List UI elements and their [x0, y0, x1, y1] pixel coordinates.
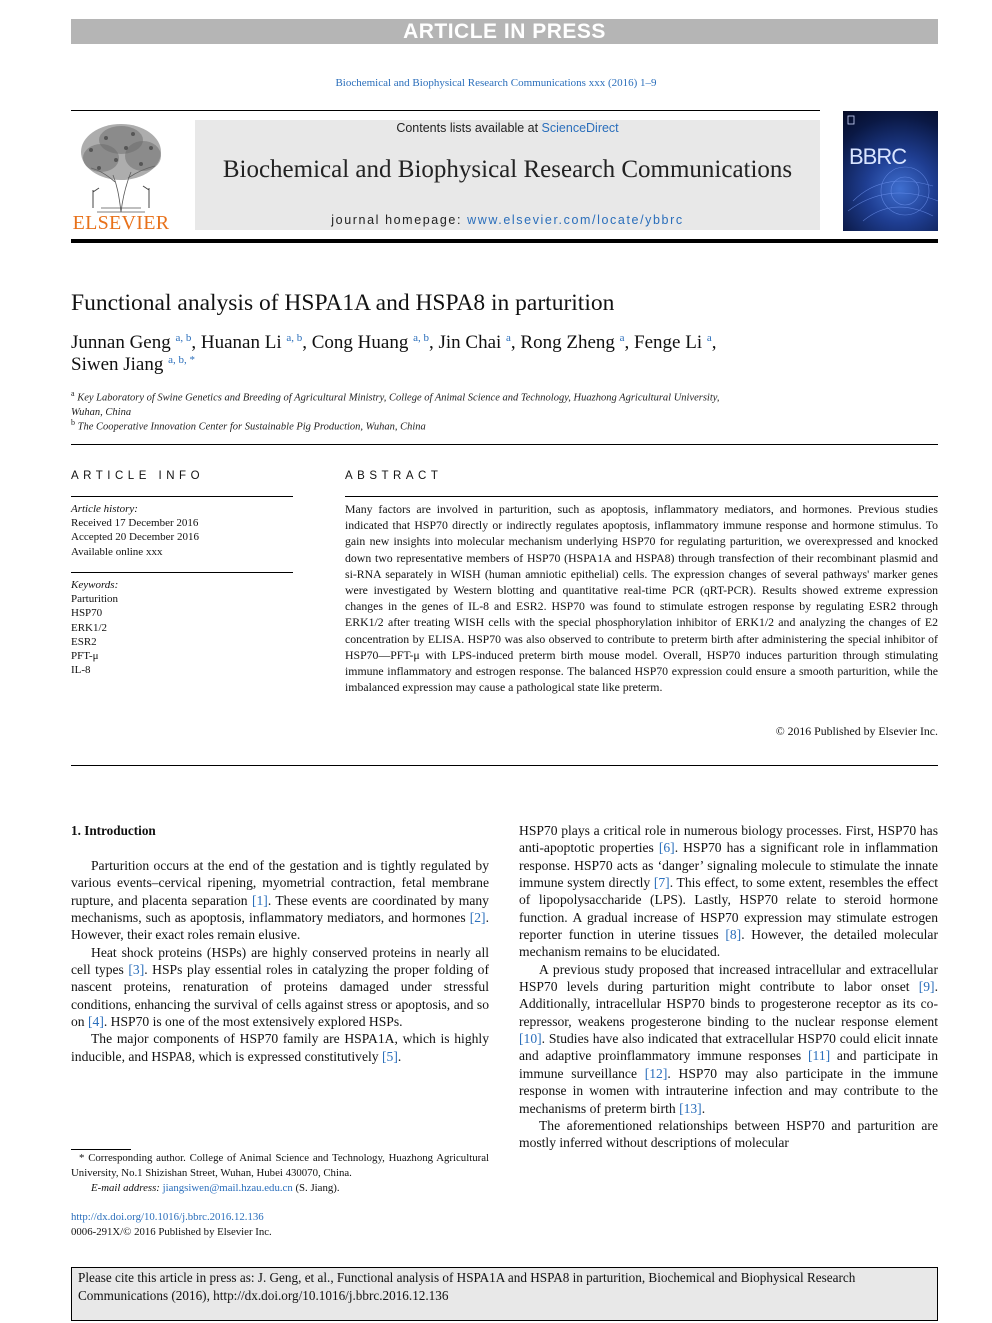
reference-link[interactable]: [6]	[658, 840, 675, 856]
author-separator: ,	[624, 332, 635, 353]
paragraph	[71, 1030, 489, 1065]
text-run: . However, their exact roles remain elusive.	[71, 910, 489, 943]
elsevier-wordmark: ELSEVIER	[72, 212, 170, 234]
email-suffix: (S. Jiang).	[292, 1182, 340, 1194]
text-run: . Additionally, intracellular HSP70 binds to progesterone receptor as its co-repressor, weakens progesterone binding to the nuclear response element	[519, 979, 938, 1029]
body-column-left	[71, 857, 489, 1065]
cover-title: BBRC	[849, 144, 907, 169]
text-run: and participate in immune surveillance	[519, 1048, 938, 1081]
paragraph	[519, 1117, 938, 1152]
text-run: Parturition occurs at the end of the gestation and is tightly regulated by various events–cervical ripening, myometrial contraction, fetal membrane rupture, and placenta separation	[71, 858, 489, 908]
reference-link[interactable]: [10]	[519, 1031, 542, 1047]
history-online: Available online xxx	[71, 545, 163, 558]
history-accepted: Accepted 20 December 2016	[71, 531, 199, 544]
abstract-bottom-rule	[71, 765, 938, 766]
history-label: Article history:	[71, 503, 138, 515]
reference-link[interactable]: [1]	[251, 892, 268, 908]
text-run: .	[701, 1100, 706, 1116]
abstract-rule	[345, 496, 938, 497]
article-info-rule	[71, 496, 293, 497]
affiliation-a-text: Key Laboratory of Swine Genetics and Breeding of Agricultural Ministry, College of Animal Science and Technology, Huazhong Agricultural University,	[77, 392, 720, 404]
author-affiliation-marker[interactable]: a, b, *	[168, 354, 195, 366]
author-affiliation-marker[interactable]: a	[619, 332, 625, 344]
reference-link[interactable]: [5]	[382, 1048, 398, 1064]
journal-homepage-line	[195, 213, 820, 227]
email-link[interactable]: jiangsiwen@mail.hzau.edu.cn	[162, 1182, 293, 1194]
article-info-heading: ARTICLE INFO	[71, 470, 205, 482]
abstract-copyright: © 2016 Published by Elsevier Inc.	[775, 724, 938, 738]
text-run: The aforementioned relationships between HSP70 and parturition are mostly inferred without descriptions of molecular	[519, 1117, 938, 1151]
article-title: Functional analysis of HSPA1A and HSPA8 in parturition	[71, 290, 615, 316]
reference-link[interactable]: [3]	[128, 962, 145, 978]
reference-link[interactable]: [13]	[679, 1100, 702, 1116]
text-run: . HSP70 has a significant role in inflammation response. HSP70 acts as ‘danger’ signaling molecule to stimulate the innate immune system directly	[519, 840, 938, 891]
issn-line: 0006-291X/© 2016 Published by Elsevier Inc.	[71, 1226, 272, 1238]
contents-prefix: Contents lists available at	[396, 121, 542, 135]
abstract-text: Many factors are involved in parturition, such as apoptosis, inflammatory mediators, and hormones. Previous studies indicated that HSP70 directly or indirectly regulates apoptosis, inflammatory immune response and hormone stimulus. To gain new insights into molecular mechanism underlying HSP70 for regulating parturition, we overexpressed and knocked down two representative members of HSP70 (HSPA1A and HSPA8) through transfection of their recombinant plasmid and si-RNA separately in WISH (human amniotic epithelial) cells. The expression changes of several pathways' marker genes were investigated by Western blotting and quantitative real-time PCR (qRT-PCR). Results showed extreme expression changes in the genes of IL-8 and ESR2. HSP70 was found to stimulate estrogen response by regulating ESR2 through ERK1/2 after treating WISH cells with the special phosphorylation inhibitor of ERK1/2 and analyzing the changes of E2 concentration by ELISA. HSP70 was also observed to contribute to preterm birth after administering the special inhibitor of HSP70—PFT-μ with LPS-induced preterm birth mouse model. Overall, HSP70 induces parturition through stimulating immune inflammatory and estrogen response. The balanced HSP70 expression could ensure a smooth parturition, while the imbalanced expression may cause a pathological state like preterm.	[345, 502, 938, 695]
section-heading-introduction: 1. Introduction	[71, 823, 156, 838]
body-column-right	[519, 822, 938, 1152]
author-list-line2	[71, 354, 195, 376]
history-received: Received 17 December 2016	[71, 517, 199, 530]
email-label: E-mail address:	[91, 1182, 163, 1194]
text-run: . However, the detailed molecular mechanism remains to be elucidated.	[519, 927, 938, 960]
footnote-text: * Corresponding author. College of Animal Science and Technology, Huazhong Agricultural University, No.1 Shizishan Street, Wuhan, Hubei 430070, China.	[71, 1152, 489, 1179]
text-run: . HSP70 may also participate in the immune response in women with intrauterine infection and may contribute to the mechanisms of preterm birth	[519, 1065, 938, 1116]
header-thick-rule	[71, 239, 938, 243]
affiliation-a	[71, 387, 831, 420]
author-name[interactable]: Rong Zheng	[520, 332, 620, 353]
journal-homepage-link[interactable]: www.elsevier.com/locate/ybbrc	[467, 213, 684, 227]
paragraph	[519, 822, 938, 961]
author-separator: ,	[711, 332, 717, 353]
doi-link[interactable]: http://dx.doi.org/10.1016/j.bbrc.2016.12.136	[71, 1211, 264, 1223]
homepage-prefix: journal homepage:	[331, 213, 468, 227]
author-affiliation-marker[interactable]: a, b	[286, 332, 303, 344]
article-history	[71, 502, 199, 559]
paragraph	[71, 857, 489, 944]
author-separator: ,	[191, 332, 201, 353]
paragraph	[71, 944, 489, 1031]
keywords-block	[71, 578, 118, 677]
author-affiliation-marker[interactable]: a	[706, 332, 712, 344]
affiliation-b-text: The Cooperative Innovation Center for Sustainable Pig Production, Wuhan, China	[77, 421, 426, 433]
header-rule	[71, 110, 820, 111]
keyword: ERK1/2	[71, 621, 108, 634]
affiliation-a-marker: a	[71, 389, 75, 398]
text-run: . This effect, to some extent, resembles the effect of lipopolysaccharide (LPS). Lastly, HSP70 relate to steroid hormone function. A gradual increase of HSP70 expression may stimulate estrogen reporter function in uterine tissues	[519, 875, 938, 943]
text-run: The major components of HSP70 family are HSPA1A, which is highly inducible, and HSPA8, which is expressed constitutively	[71, 1031, 489, 1064]
corresponding-author-footnote	[71, 1151, 489, 1196]
affiliation-b-marker: b	[71, 418, 75, 427]
author-name[interactable]: Fenge Li	[634, 332, 707, 353]
elsevier-tree-icon	[71, 120, 171, 215]
sciencedirect-link[interactable]: ScienceDirect	[541, 121, 619, 135]
keyword: ESR2	[71, 635, 97, 648]
journal-cover-image[interactable]	[843, 111, 938, 231]
keyword: HSP70	[71, 607, 103, 620]
keywords-rule	[71, 572, 293, 573]
author-name[interactable]: Junnan Geng	[71, 332, 176, 353]
cite-this-article-box: Please cite this article in press as: J. Geng, et al., Functional analysis of HSPA1A and HSPA8 in parturition, Biochemical and Biophysical Research Communications (2016), http://dx.doi.org/10.1016/j.bbrc.2016.12.136	[71, 1267, 938, 1321]
author-name[interactable]: Cong Huang	[311, 332, 414, 353]
abstract-heading: ABSTRACT	[345, 470, 443, 482]
reference-link[interactable]: [7]	[653, 875, 670, 891]
elsevier-logo[interactable]	[71, 120, 171, 232]
article-in-press-banner: ARTICLE IN PRESS	[71, 19, 938, 44]
keyword: IL-8	[71, 664, 91, 677]
journal-banner	[195, 120, 820, 230]
text-run: . HSP70 is one of the most extensively explored HSPs.	[103, 1014, 403, 1030]
keyword: PFT-μ	[71, 650, 99, 663]
author-name[interactable]: Siwen Jiang	[71, 354, 169, 375]
text-run: A previous study proposed that increased intracellular and extracellular HSP70 levels during parturition might contribute to labor onset	[519, 961, 938, 995]
author-separator: ,	[428, 332, 439, 353]
author-affiliation-marker[interactable]: a	[506, 332, 511, 344]
keywords-label: Keywords:	[71, 579, 119, 591]
paragraph	[519, 961, 938, 1117]
journal-citation-link[interactable]: Biochemical and Biophysical Research Communications xxx (2016) 1–9	[335, 77, 657, 89]
reference-link[interactable]: [8]	[725, 927, 742, 943]
reference-link[interactable]: [2]	[469, 910, 486, 926]
text-run: HSP70 plays a critical role in numerous biology processes. First, HSP70 has anti-apoptotic properties	[519, 823, 938, 856]
affiliation-a-city: Wuhan, China	[71, 406, 132, 418]
author-affiliation-marker[interactable]: a, b	[413, 332, 429, 344]
footnote-rule	[71, 1149, 131, 1150]
reference-link[interactable]: [12]	[644, 1065, 668, 1081]
text-run: . These events are coordinated by many mechanisms, such as apoptosis, inflammatory mediators, and hormones	[71, 892, 489, 926]
section-rule	[71, 444, 938, 445]
author-name[interactable]: Huanan Li	[200, 332, 287, 353]
text-run: .	[397, 1048, 402, 1064]
author-list-line1	[71, 332, 717, 354]
reference-link[interactable]: [4]	[88, 1014, 104, 1030]
affiliation-b	[71, 416, 426, 435]
author-name[interactable]: Jin Chai	[438, 332, 507, 353]
text-run: . HSPs play essential roles in catalyzing the proper folding of nascent proteins, renaturation of proteins damaged under stressful conditions, enhancing the survival of cells against stress or apoptosis, and so on	[71, 962, 489, 1030]
text-run: Heat shock proteins (HSPs) are highly conserved proteins in nearly all cell types	[71, 944, 489, 978]
cover-pattern-icon	[843, 111, 938, 231]
author-separator: ,	[510, 332, 521, 353]
keyword: Parturition	[71, 593, 119, 606]
author-separator: ,	[302, 332, 312, 353]
reference-link[interactable]: [11]	[808, 1048, 831, 1064]
text-run: . Studies have also indicated that extracellular HSP70 could elicit innate and adaptive proinflammatory immune responses	[519, 1031, 938, 1064]
reference-link[interactable]: [9]	[918, 979, 935, 995]
author-affiliation-marker[interactable]: a, b	[175, 332, 192, 344]
journal-name: Biochemical and Biophysical Research Communications	[222, 156, 793, 183]
contents-line	[195, 121, 820, 135]
